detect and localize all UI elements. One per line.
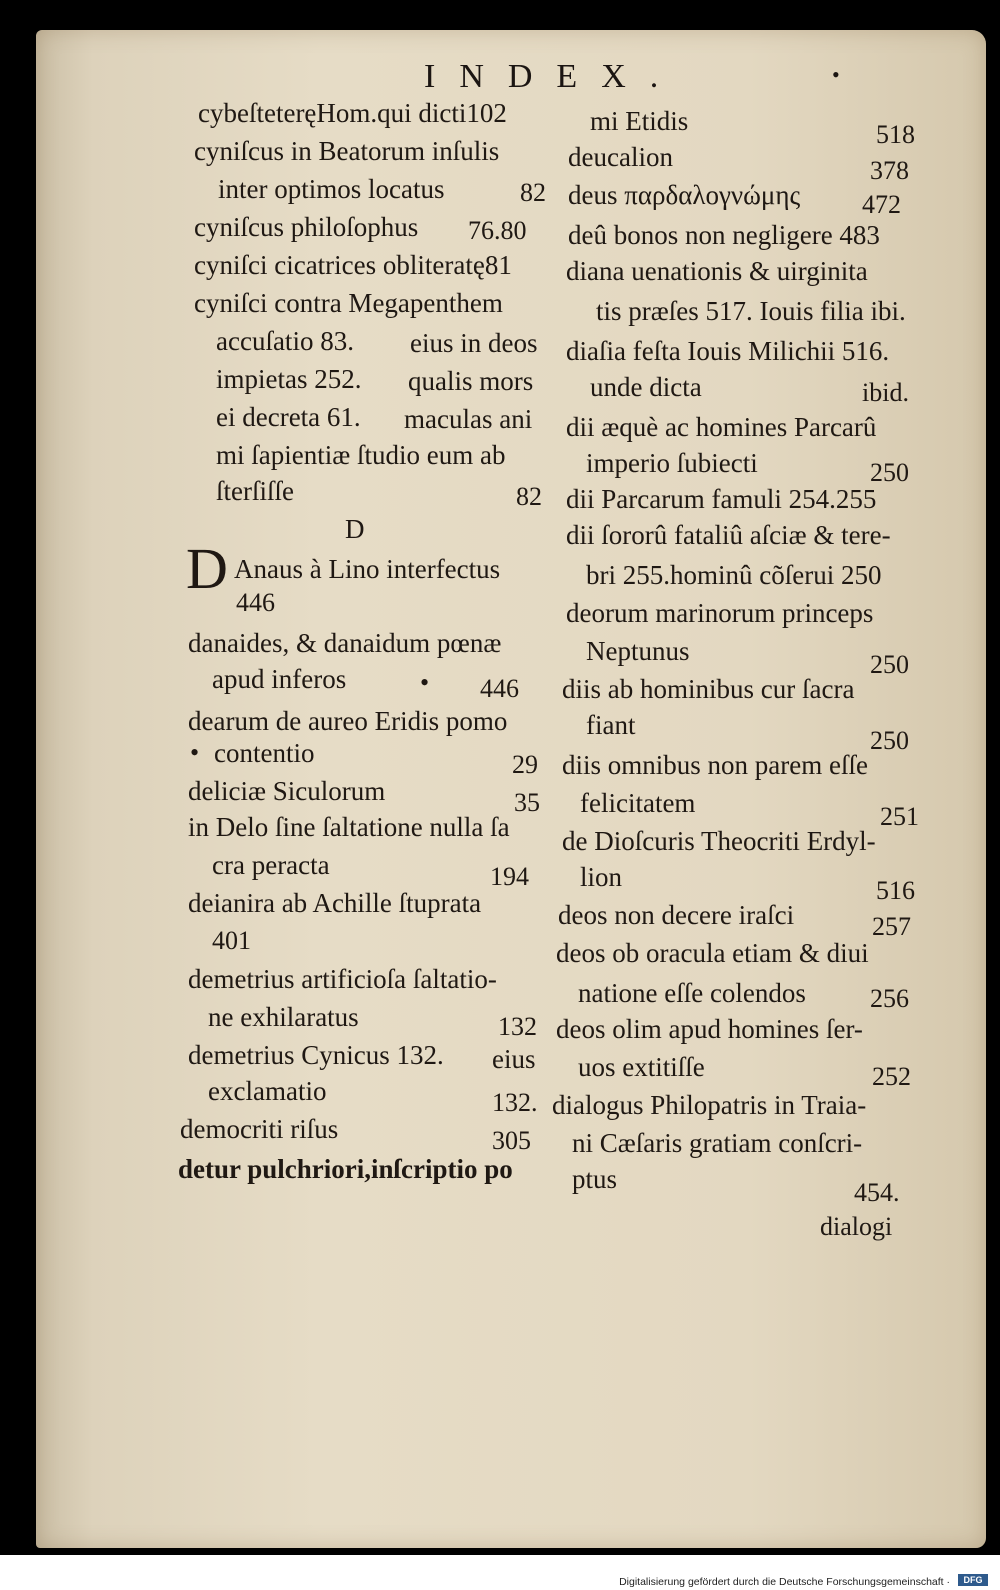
index-entry: ſterſiſſe — [216, 476, 294, 506]
index-entry: deus παρδαλογνώμης — [568, 180, 801, 210]
dot-mark: • — [190, 738, 200, 767]
index-entry: ptus — [572, 1164, 618, 1194]
page-ref: 35 — [514, 788, 540, 817]
index-entry: cyniſcus philoſophus — [194, 212, 419, 242]
index-entry: eius — [492, 1044, 536, 1074]
catchword: dialogi — [820, 1212, 893, 1241]
index-entry: mi Etidis — [590, 106, 689, 136]
page-ref: 132 — [498, 1012, 537, 1041]
index-entry: diis omnibus non parem eſſe — [562, 750, 868, 780]
page-ref: 250 — [870, 458, 909, 487]
index-entry: dearum de aureo Eridis pomo — [188, 706, 508, 736]
index-entry: unde dicta — [590, 372, 702, 402]
dot-mark: • — [420, 668, 430, 697]
index-entry: dii Parcarum famuli 254.255 — [566, 484, 877, 514]
index-entry: cybeſteteręHom.qui dicti102 — [198, 98, 507, 128]
index-entry: diaſia feſta Iouis Milichii 516. — [566, 336, 890, 366]
index-entry: demetrius Cynicus 132. — [188, 1040, 444, 1070]
index-entry: fiant — [586, 710, 636, 740]
index-entry: cyniſci contra Megapenthem — [194, 288, 503, 318]
index-entry: deucalion — [568, 142, 673, 172]
index-entry: exclamatio — [208, 1076, 327, 1106]
index-entry: bri 255.hominû cõſerui 250 — [586, 560, 882, 590]
index-entry: deos non decere iraſci — [558, 900, 795, 930]
page-ref: 446 — [480, 674, 519, 703]
page-ref: 82 — [516, 482, 542, 511]
page-ref: 256 — [870, 984, 909, 1013]
index-entry: ne exhilaratus — [208, 1002, 359, 1032]
page-ref: 257 — [872, 912, 911, 941]
index-entry: ni Cæſaris gratiam conſcri- — [572, 1128, 863, 1158]
index-entry: tis præſes 517. Iouis filia ibi. — [596, 296, 906, 326]
index-entry: Anaus à Lino interfectus — [234, 554, 501, 584]
index-entry: dii æquè ac homines Parcarû — [566, 412, 877, 442]
index-entry: contentio — [214, 738, 315, 768]
page-ref: 518 — [876, 120, 915, 149]
index-entry: felicitatem — [580, 788, 696, 818]
header-mark: • — [832, 62, 840, 87]
page-ref: 472 — [862, 190, 901, 219]
section-letter: D — [345, 514, 365, 544]
page-ref: 454. — [854, 1178, 900, 1207]
index-entry: Neptunus — [586, 636, 690, 666]
page-ref: 378 — [870, 156, 909, 185]
index-entry: mi ſapientiæ ſtudio eum ab — [216, 440, 506, 470]
funding-credit: Digitalisierung gefördert durch die Deutsche Forschungsgemeinschaft · — [619, 1576, 950, 1588]
page-ref: 401 — [212, 926, 251, 955]
index-entry: diis ab hominibus cur ſacra — [562, 674, 855, 704]
page-ref: 250 — [870, 726, 909, 755]
index-entry: uos extitiſſe — [578, 1052, 705, 1082]
index-entry: diana uenationis & uirginita — [566, 256, 868, 286]
index-entry: impietas 252. — [216, 364, 362, 394]
index-entry: detur pulchriori,inſcriptio po — [178, 1154, 513, 1184]
page-ref: 252 — [872, 1062, 911, 1091]
page-header: INDEX. — [424, 58, 683, 95]
index-entry: accuſatio 83. — [216, 326, 354, 356]
index-entry: deianira ab Achille ſtuprata — [188, 888, 482, 918]
page-ref: ibid. — [862, 378, 909, 407]
index-entry: deû bonos non negligere 483 — [568, 220, 880, 250]
index-entry: in Delo ſine ſaltatione nulla ſa — [188, 812, 510, 842]
page-ref: 82 — [520, 178, 546, 207]
index-entry: danaides, & danaidum pœnæ — [188, 628, 502, 658]
index-entry: cyniſci cicatrices obliteratę81 — [194, 250, 512, 280]
index-entry: lion — [580, 862, 623, 892]
index-entry: democriti riſus — [180, 1114, 339, 1144]
index-entry: maculas ani — [404, 404, 533, 434]
page-ref: 132. — [492, 1088, 538, 1117]
index-entry: ei decreta 61. — [216, 402, 361, 432]
page-ref: 250 — [870, 650, 909, 679]
page-ref: 76.80 — [468, 216, 527, 245]
index-entry: natione eſſe colendos — [578, 978, 806, 1008]
index-entry: dialogus Philopatris in Traia- — [552, 1090, 867, 1120]
page-ref: 194 — [490, 862, 529, 891]
index-entry: apud inferos — [212, 664, 347, 694]
index-entry: deorum marinorum princeps — [566, 598, 874, 628]
drop-cap: D — [186, 536, 228, 601]
index-entry: cyniſcus in Beatorum inſulis — [194, 136, 500, 166]
index-entry: imperio ſubiecti — [586, 448, 758, 478]
index-entry: demetrius artificioſa ſaltatio- — [188, 964, 497, 994]
index-entry: deos ob oracula etiam & diui — [556, 938, 869, 968]
page-ref: 29 — [512, 750, 538, 779]
page-ref: 446 — [236, 588, 275, 617]
index-entry: dii ſororû fataliû aſciæ & tere- — [566, 520, 891, 550]
index-entry: de Dioſcuris Theocriti Erdyl- — [562, 826, 876, 856]
dfg-logo: DFG — [958, 1574, 988, 1586]
index-entry: eius in deos — [410, 328, 538, 358]
page-ref: 251 — [880, 802, 919, 831]
index-entry: inter optimos locatus — [218, 174, 445, 204]
page-ref: 516 — [876, 876, 915, 905]
index-entry: deliciæ Siculorum — [188, 776, 386, 806]
page-ref: 305 — [492, 1126, 531, 1155]
index-entry: deos olim apud homines ſer- — [556, 1014, 863, 1044]
index-entry: cra peracta — [212, 850, 330, 880]
index-entry: qualis mors — [408, 366, 534, 396]
